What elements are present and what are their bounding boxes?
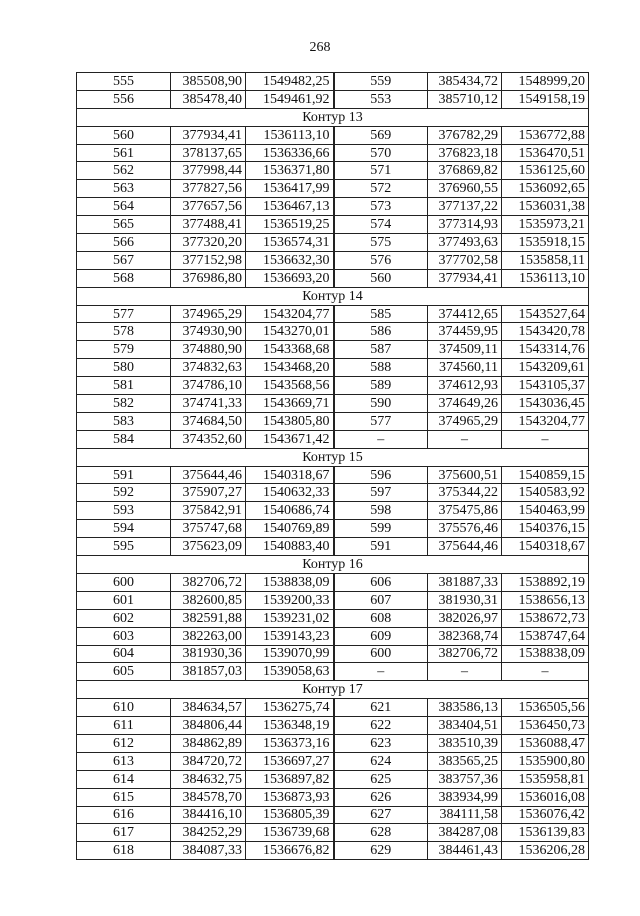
y-coordinate-cell: 1536739,68	[246, 824, 334, 842]
x-coordinate-cell: 384720,72	[171, 752, 246, 770]
table-row	[77, 627, 589, 645]
y-coordinate-cell: –	[502, 430, 589, 448]
y-coordinate-cell: 1543368,68	[246, 341, 334, 359]
point-number-cell: 603	[77, 627, 171, 645]
point-number-cell: 569	[334, 126, 428, 144]
y-coordinate-cell: 1536113,10	[246, 126, 334, 144]
x-coordinate-cell: 377137,22	[428, 198, 502, 216]
point-number-cell: 566	[77, 234, 171, 252]
point-number-cell: 623	[334, 734, 428, 752]
y-coordinate-cell: 1548999,20	[502, 73, 589, 91]
point-number-cell: 560	[77, 126, 171, 144]
y-coordinate-cell: 1540769,89	[246, 520, 334, 538]
section-title: Контур 15	[77, 448, 589, 466]
table-row	[77, 73, 589, 91]
x-coordinate-cell: 384111,58	[428, 806, 502, 824]
point-number-cell: 575	[334, 234, 428, 252]
x-coordinate-cell: 375644,46	[171, 466, 246, 484]
table-row	[77, 216, 589, 234]
y-coordinate-cell: 1549461,92	[246, 90, 334, 108]
point-number-cell: 594	[77, 520, 171, 538]
y-coordinate-cell: 1536016,08	[502, 788, 589, 806]
point-number-cell: 628	[334, 824, 428, 842]
point-number-cell: 600	[77, 573, 171, 591]
table-row	[77, 609, 589, 627]
y-coordinate-cell: 1536873,93	[246, 788, 334, 806]
table-row	[77, 323, 589, 341]
x-coordinate-cell: 376782,29	[428, 126, 502, 144]
y-coordinate-cell: 1543105,37	[502, 377, 589, 395]
table-row	[77, 717, 589, 735]
y-coordinate-cell: 1535973,21	[502, 216, 589, 234]
point-number-cell: 582	[77, 395, 171, 413]
point-number-cell: 579	[77, 341, 171, 359]
section-title: Контур 13	[77, 108, 589, 126]
x-coordinate-cell: 375623,09	[171, 538, 246, 556]
x-coordinate-cell: 385478,40	[171, 90, 246, 108]
point-number-cell: 573	[334, 198, 428, 216]
y-coordinate-cell: 1540632,33	[246, 484, 334, 502]
point-number-cell: 587	[334, 341, 428, 359]
table-row	[77, 699, 589, 717]
y-coordinate-cell: 1538747,64	[502, 627, 589, 645]
point-number-cell: 627	[334, 806, 428, 824]
x-coordinate-cell: 374930,90	[171, 323, 246, 341]
point-number-cell: 589	[334, 377, 428, 395]
point-number-cell: 626	[334, 788, 428, 806]
point-number-cell: 622	[334, 717, 428, 735]
y-coordinate-cell: 1543314,76	[502, 341, 589, 359]
point-number-cell: 563	[77, 180, 171, 198]
table-row	[77, 824, 589, 842]
table-row	[77, 502, 589, 520]
x-coordinate-cell: 377657,56	[171, 198, 246, 216]
section-header-row	[77, 448, 589, 466]
x-coordinate-cell: 383510,39	[428, 734, 502, 752]
point-number-cell: 581	[77, 377, 171, 395]
table-row	[77, 788, 589, 806]
y-coordinate-cell: 1535918,15	[502, 234, 589, 252]
y-coordinate-cell: 1536113,10	[502, 269, 589, 287]
y-coordinate-cell: 1540463,99	[502, 502, 589, 520]
point-number-cell: 555	[77, 73, 171, 91]
y-coordinate-cell: 1543420,78	[502, 323, 589, 341]
x-coordinate-cell: 384087,33	[171, 842, 246, 860]
point-number-cell: 572	[334, 180, 428, 198]
point-number-cell: 621	[334, 699, 428, 717]
section-header-row	[77, 108, 589, 126]
x-coordinate-cell: 383404,51	[428, 717, 502, 735]
x-coordinate-cell: 381857,03	[171, 663, 246, 681]
y-coordinate-cell: 1535858,11	[502, 251, 589, 269]
x-coordinate-cell: 377493,63	[428, 234, 502, 252]
table-row	[77, 645, 589, 663]
y-coordinate-cell: 1543204,77	[246, 305, 334, 323]
y-coordinate-cell: 1540686,74	[246, 502, 334, 520]
y-coordinate-cell: 1543527,64	[502, 305, 589, 323]
y-coordinate-cell: –	[502, 663, 589, 681]
x-coordinate-cell: 375907,27	[171, 484, 246, 502]
y-coordinate-cell: 1536371,80	[246, 162, 334, 180]
point-number-cell: 615	[77, 788, 171, 806]
y-coordinate-cell: 1536470,51	[502, 144, 589, 162]
table-row	[77, 251, 589, 269]
x-coordinate-cell: 385710,12	[428, 90, 502, 108]
y-coordinate-cell: 1539143,23	[246, 627, 334, 645]
point-number-cell: 616	[77, 806, 171, 824]
x-coordinate-cell: 376960,55	[428, 180, 502, 198]
point-number-cell: 577	[77, 305, 171, 323]
x-coordinate-cell: 376869,82	[428, 162, 502, 180]
point-number-cell: 625	[334, 770, 428, 788]
point-number-cell: 559	[334, 73, 428, 91]
y-coordinate-cell: 1539058,63	[246, 663, 334, 681]
table-row	[77, 305, 589, 323]
point-number-cell: 565	[77, 216, 171, 234]
x-coordinate-cell: 378137,65	[171, 144, 246, 162]
point-number-cell: 599	[334, 520, 428, 538]
y-coordinate-cell: 1536693,20	[246, 269, 334, 287]
y-coordinate-cell: 1539231,02	[246, 609, 334, 627]
y-coordinate-cell: 1543671,42	[246, 430, 334, 448]
point-number-cell: 613	[77, 752, 171, 770]
y-coordinate-cell: 1536076,42	[502, 806, 589, 824]
x-coordinate-cell: 374832,63	[171, 359, 246, 377]
y-coordinate-cell: 1538838,09	[246, 573, 334, 591]
point-number-cell: 617	[77, 824, 171, 842]
y-coordinate-cell: 1540318,67	[246, 466, 334, 484]
x-coordinate-cell: 375576,46	[428, 520, 502, 538]
point-number-cell: 560	[334, 269, 428, 287]
x-coordinate-cell: 381887,33	[428, 573, 502, 591]
x-coordinate-cell: 385508,90	[171, 73, 246, 91]
y-coordinate-cell: 1543669,71	[246, 395, 334, 413]
x-coordinate-cell: 377702,58	[428, 251, 502, 269]
x-coordinate-cell: 384287,08	[428, 824, 502, 842]
y-coordinate-cell: 1536125,60	[502, 162, 589, 180]
x-coordinate-cell: 381930,31	[428, 591, 502, 609]
x-coordinate-cell: 374880,90	[171, 341, 246, 359]
point-number-cell: 591	[334, 538, 428, 556]
point-number-cell: 607	[334, 591, 428, 609]
x-coordinate-cell: 376986,80	[171, 269, 246, 287]
point-number-cell: 593	[77, 502, 171, 520]
y-coordinate-cell: 1538892,19	[502, 573, 589, 591]
table-row	[77, 90, 589, 108]
y-coordinate-cell: 1536088,47	[502, 734, 589, 752]
y-coordinate-cell: 1536206,28	[502, 842, 589, 860]
point-number-cell: 570	[334, 144, 428, 162]
table-row	[77, 538, 589, 556]
y-coordinate-cell: 1543209,61	[502, 359, 589, 377]
section-title: Контур 14	[77, 287, 589, 305]
point-number-cell: 601	[77, 591, 171, 609]
x-coordinate-cell: 377998,44	[171, 162, 246, 180]
y-coordinate-cell: 1536772,88	[502, 126, 589, 144]
y-coordinate-cell: 1540883,40	[246, 538, 334, 556]
x-coordinate-cell: 384578,70	[171, 788, 246, 806]
table-row	[77, 341, 589, 359]
y-coordinate-cell: 1543568,56	[246, 377, 334, 395]
y-coordinate-cell: 1543036,45	[502, 395, 589, 413]
y-coordinate-cell: 1536519,25	[246, 216, 334, 234]
point-number-cell: 629	[334, 842, 428, 860]
table-row	[77, 663, 589, 681]
y-coordinate-cell: 1543270,01	[246, 323, 334, 341]
x-coordinate-cell: 383757,36	[428, 770, 502, 788]
x-coordinate-cell: 374649,26	[428, 395, 502, 413]
point-number-cell: 578	[77, 323, 171, 341]
table-row	[77, 180, 589, 198]
y-coordinate-cell: 1536632,30	[246, 251, 334, 269]
x-coordinate-cell: 377827,56	[171, 180, 246, 198]
y-coordinate-cell: 1536897,82	[246, 770, 334, 788]
point-number-cell: 588	[334, 359, 428, 377]
x-coordinate-cell: 375600,51	[428, 466, 502, 484]
y-coordinate-cell: 1540318,67	[502, 538, 589, 556]
table-row	[77, 144, 589, 162]
x-coordinate-cell: 385434,72	[428, 73, 502, 91]
x-coordinate-cell: 382368,74	[428, 627, 502, 645]
x-coordinate-cell: 384461,43	[428, 842, 502, 860]
x-coordinate-cell: 374612,93	[428, 377, 502, 395]
y-coordinate-cell: 1536417,99	[246, 180, 334, 198]
x-coordinate-cell: 384416,10	[171, 806, 246, 824]
x-coordinate-cell: 374965,29	[428, 412, 502, 430]
table-row	[77, 162, 589, 180]
table-row	[77, 377, 589, 395]
point-number-cell: –	[334, 430, 428, 448]
x-coordinate-cell: 381930,36	[171, 645, 246, 663]
x-coordinate-cell: 375644,46	[428, 538, 502, 556]
x-coordinate-cell: –	[428, 663, 502, 681]
y-coordinate-cell: 1543468,20	[246, 359, 334, 377]
y-coordinate-cell: 1540583,92	[502, 484, 589, 502]
y-coordinate-cell: 1536373,16	[246, 734, 334, 752]
table-row	[77, 770, 589, 788]
point-number-cell: 610	[77, 699, 171, 717]
y-coordinate-cell: 1540376,15	[502, 520, 589, 538]
table-row	[77, 466, 589, 484]
point-number-cell: 609	[334, 627, 428, 645]
x-coordinate-cell: 374684,50	[171, 412, 246, 430]
y-coordinate-cell: 1535900,80	[502, 752, 589, 770]
y-coordinate-cell: 1536676,82	[246, 842, 334, 860]
y-coordinate-cell: 1539200,33	[246, 591, 334, 609]
table-row	[77, 573, 589, 591]
x-coordinate-cell: 384806,44	[171, 717, 246, 735]
x-coordinate-cell: 382600,85	[171, 591, 246, 609]
y-coordinate-cell: 1543204,77	[502, 412, 589, 430]
table-row	[77, 359, 589, 377]
x-coordinate-cell: 382026,97	[428, 609, 502, 627]
point-number-cell: 598	[334, 502, 428, 520]
x-coordinate-cell: 375475,86	[428, 502, 502, 520]
point-number-cell: 564	[77, 198, 171, 216]
point-number-cell: 585	[334, 305, 428, 323]
y-coordinate-cell: 1538838,09	[502, 645, 589, 663]
point-number-cell: 595	[77, 538, 171, 556]
x-coordinate-cell: 374509,11	[428, 341, 502, 359]
x-coordinate-cell: 377152,98	[171, 251, 246, 269]
x-coordinate-cell: 374786,10	[171, 377, 246, 395]
point-number-cell: 586	[334, 323, 428, 341]
point-number-cell: 604	[77, 645, 171, 663]
table-row	[77, 591, 589, 609]
coordinates-table-body	[77, 73, 589, 860]
x-coordinate-cell: 382263,00	[171, 627, 246, 645]
point-number-cell: 567	[77, 251, 171, 269]
y-coordinate-cell: 1549158,19	[502, 90, 589, 108]
x-coordinate-cell: 383565,25	[428, 752, 502, 770]
y-coordinate-cell: 1536139,83	[502, 824, 589, 842]
x-coordinate-cell: 384862,89	[171, 734, 246, 752]
table-row	[77, 752, 589, 770]
point-number-cell: 605	[77, 663, 171, 681]
x-coordinate-cell: –	[428, 430, 502, 448]
x-coordinate-cell: 374741,33	[171, 395, 246, 413]
point-number-cell: 602	[77, 609, 171, 627]
point-number-cell: 561	[77, 144, 171, 162]
x-coordinate-cell: 382706,72	[428, 645, 502, 663]
x-coordinate-cell: 382591,88	[171, 609, 246, 627]
coordinates-table	[76, 72, 589, 860]
point-number-cell: 592	[77, 484, 171, 502]
y-coordinate-cell: 1536450,73	[502, 717, 589, 735]
x-coordinate-cell: 375747,68	[171, 520, 246, 538]
x-coordinate-cell: 384632,75	[171, 770, 246, 788]
x-coordinate-cell: 374560,11	[428, 359, 502, 377]
point-number-cell: 590	[334, 395, 428, 413]
point-number-cell: 597	[334, 484, 428, 502]
x-coordinate-cell: 377314,93	[428, 216, 502, 234]
point-number-cell: 611	[77, 717, 171, 735]
y-coordinate-cell: 1539070,99	[246, 645, 334, 663]
point-number-cell: 562	[77, 162, 171, 180]
table-row	[77, 412, 589, 430]
y-coordinate-cell: 1549482,25	[246, 73, 334, 91]
point-number-cell: 618	[77, 842, 171, 860]
table-row	[77, 234, 589, 252]
x-coordinate-cell: 377934,41	[171, 126, 246, 144]
x-coordinate-cell: 374459,95	[428, 323, 502, 341]
table-row	[77, 395, 589, 413]
y-coordinate-cell: 1536031,38	[502, 198, 589, 216]
page-number: 268	[309, 40, 331, 55]
point-number-cell: 568	[77, 269, 171, 287]
point-number-cell: –	[334, 663, 428, 681]
x-coordinate-cell: 384252,29	[171, 824, 246, 842]
y-coordinate-cell: 1536805,39	[246, 806, 334, 824]
point-number-cell: 576	[334, 251, 428, 269]
y-coordinate-cell: 1536467,13	[246, 198, 334, 216]
table-row	[77, 734, 589, 752]
point-number-cell: 591	[77, 466, 171, 484]
y-coordinate-cell: 1538656,13	[502, 591, 589, 609]
x-coordinate-cell: 375842,91	[171, 502, 246, 520]
y-coordinate-cell: 1538672,73	[502, 609, 589, 627]
table-row	[77, 484, 589, 502]
x-coordinate-cell: 382706,72	[171, 573, 246, 591]
x-coordinate-cell: 374965,29	[171, 305, 246, 323]
y-coordinate-cell: 1540859,15	[502, 466, 589, 484]
table-row	[77, 269, 589, 287]
point-number-cell: 577	[334, 412, 428, 430]
section-header-row	[77, 287, 589, 305]
table-row	[77, 520, 589, 538]
x-coordinate-cell: 377320,20	[171, 234, 246, 252]
table-row	[77, 806, 589, 824]
y-coordinate-cell: 1536697,27	[246, 752, 334, 770]
point-number-cell: 580	[77, 359, 171, 377]
table-row	[77, 198, 589, 216]
y-coordinate-cell: 1543805,80	[246, 412, 334, 430]
point-number-cell: 584	[77, 430, 171, 448]
point-number-cell: 606	[334, 573, 428, 591]
x-coordinate-cell: 375344,22	[428, 484, 502, 502]
y-coordinate-cell: 1536092,65	[502, 180, 589, 198]
y-coordinate-cell: 1536505,56	[502, 699, 589, 717]
point-number-cell: 600	[334, 645, 428, 663]
section-header-row	[77, 681, 589, 699]
point-number-cell: 624	[334, 752, 428, 770]
point-number-cell: 574	[334, 216, 428, 234]
x-coordinate-cell: 374352,60	[171, 430, 246, 448]
point-number-cell: 583	[77, 412, 171, 430]
x-coordinate-cell: 383586,13	[428, 699, 502, 717]
point-number-cell: 596	[334, 466, 428, 484]
point-number-cell: 553	[334, 90, 428, 108]
point-number-cell: 614	[77, 770, 171, 788]
point-number-cell: 556	[77, 90, 171, 108]
y-coordinate-cell: 1536348,19	[246, 717, 334, 735]
x-coordinate-cell: 376823,18	[428, 144, 502, 162]
x-coordinate-cell: 377488,41	[171, 216, 246, 234]
table-row	[77, 842, 589, 860]
y-coordinate-cell: 1536336,66	[246, 144, 334, 162]
x-coordinate-cell: 383934,99	[428, 788, 502, 806]
x-coordinate-cell: 384634,57	[171, 699, 246, 717]
point-number-cell: 571	[334, 162, 428, 180]
table-row	[77, 126, 589, 144]
x-coordinate-cell: 374412,65	[428, 305, 502, 323]
section-title: Контур 16	[77, 556, 589, 574]
x-coordinate-cell: 377934,41	[428, 269, 502, 287]
point-number-cell: 608	[334, 609, 428, 627]
y-coordinate-cell: 1536275,74	[246, 699, 334, 717]
point-number-cell: 612	[77, 734, 171, 752]
y-coordinate-cell: 1535958,81	[502, 770, 589, 788]
section-title: Контур 17	[77, 681, 589, 699]
y-coordinate-cell: 1536574,31	[246, 234, 334, 252]
table-row	[77, 430, 589, 448]
section-header-row	[77, 556, 589, 574]
